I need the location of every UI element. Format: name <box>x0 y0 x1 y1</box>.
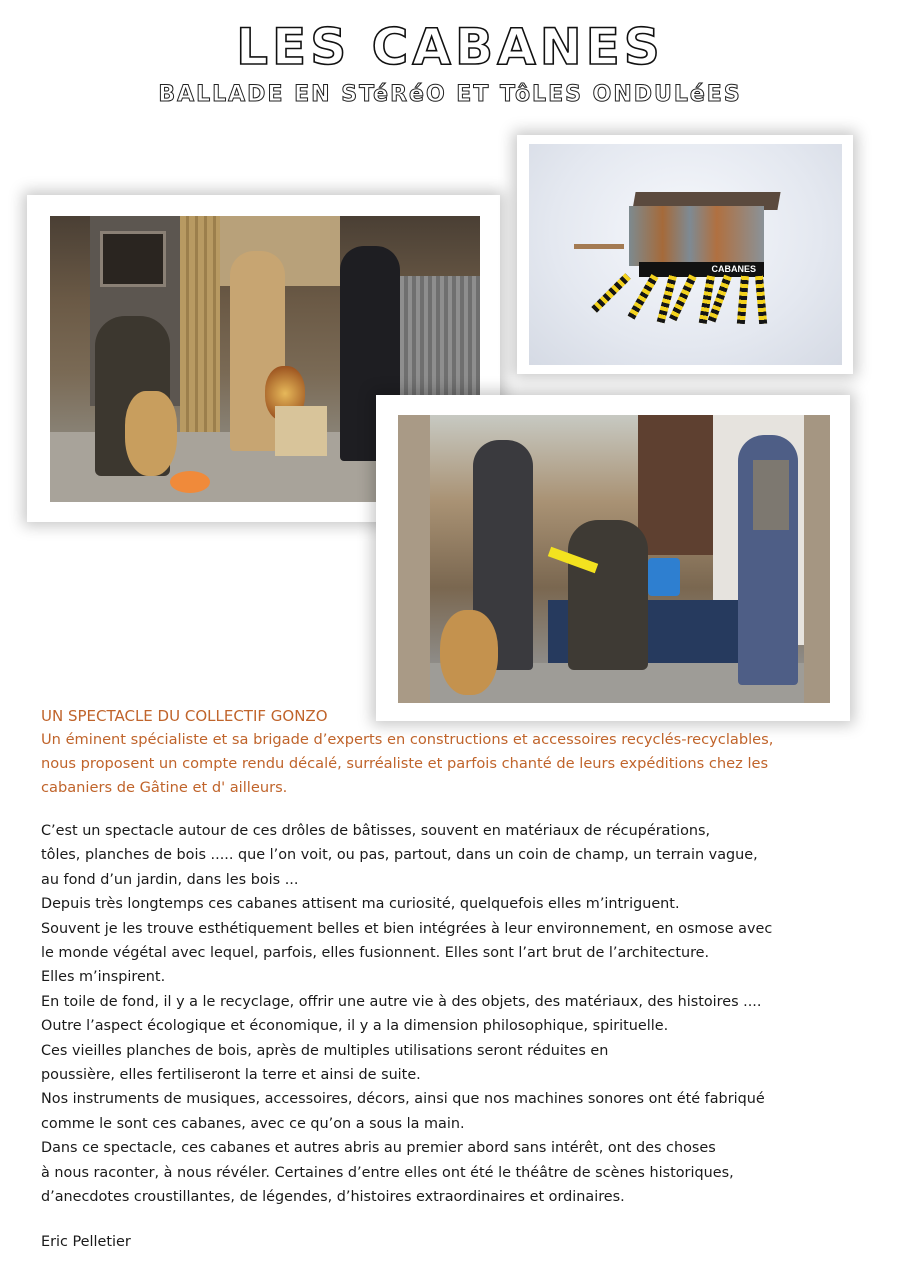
page-subtitle: BALLADE EN STéRéO ET TôLES ONDULéES <box>158 82 742 107</box>
photo-cabin-body <box>629 206 764 266</box>
intro-line: nous proposent un compte rendu décalé, surréaliste et parfois chanté de leurs expéditions chez les <box>41 755 769 772</box>
body-line: tôles, planches de bois ..... que l’on voit, ou pas, partout, dans un coin de champ, un terrain vague, <box>41 847 758 864</box>
photo-detail <box>180 216 220 436</box>
body-line: Souvent je les trouve esthétiquement belles et bien intégrées à leur environnement, en osmose avec <box>41 920 773 937</box>
body-text <box>41 819 891 1210</box>
body-line: le monde végétal avec lequel, parfois, elles fusionnent. Elles sont l’art brut de l’architecture. <box>41 945 710 962</box>
photo-person <box>568 520 648 670</box>
photo-guitar <box>440 610 498 695</box>
body-line: comme le sont ces cabanes, avec ce qu’on a sous la main. <box>41 1115 465 1132</box>
photo-cabin-label: CABANES <box>639 262 764 277</box>
intro-paragraph <box>41 728 891 800</box>
photo-leg <box>737 276 749 325</box>
photo-leg <box>591 273 631 313</box>
body-line: d’anecdotes croustillantes, de légendes, d’histoires extraordinaires et ordinaires. <box>41 1189 625 1206</box>
body-line: à nous raconter, à nous révéler. Certaines d’entre elles ont été le théâtre de scènes historiques, <box>41 1164 734 1181</box>
photo-band-outdoors <box>398 415 830 703</box>
page-title: LES CABANES <box>236 18 664 76</box>
photo-frame-band-outdoors <box>376 395 850 721</box>
photo-watering-can <box>170 471 210 493</box>
intro-line: Un éminent spécialiste et sa brigade d’experts en constructions et accessoires recyclés-recyclables, <box>41 731 774 748</box>
photo-detail <box>753 460 789 530</box>
body-line: poussière, elles fertiliseront la terre et ainsi de suite. <box>41 1067 421 1084</box>
body-line: Nos instruments de musiques, accessoires, décors, ainsi que nos machines sonores ont été fabriqué <box>41 1091 765 1108</box>
body-line: Depuis très longtemps ces cabanes attisent ma curiosité, quelquefois elles m’intriguent. <box>41 896 680 913</box>
intro-line: cabaniers de Gâtine et d' ailleurs. <box>41 779 288 796</box>
body-line: En toile de fond, il y a le recyclage, offrir une autre vie à des objets, des matériaux, des histoires .... <box>41 993 762 1010</box>
photo-detail <box>638 415 713 555</box>
photo-frame-walking-cabin <box>517 135 853 374</box>
body-line: Ces vieilles planches de bois, après de multiples utilisations seront réduites en <box>41 1042 609 1059</box>
photo-guitar <box>125 391 177 476</box>
photo-crank <box>574 244 624 249</box>
photo-post <box>398 415 430 703</box>
photo-leg <box>755 276 767 325</box>
body-line: Elles m’inspirent. <box>41 969 166 986</box>
photo-leg <box>628 274 659 320</box>
photo-post <box>804 415 830 703</box>
signature: Eric Pelletier <box>41 1234 131 1250</box>
photo-detail <box>100 231 166 287</box>
body-line: Dans ce spectacle, ces cabanes et autres abris au premier abord sans intérêt, ont des choses <box>41 1140 716 1157</box>
photo-drum <box>648 558 680 596</box>
body-line: au fond d’un jardin, dans les bois ... <box>41 871 299 888</box>
photo-walking-cabin-render <box>529 144 842 365</box>
photo-amplifier <box>275 406 327 456</box>
section-heading: UN SPECTACLE DU COLLECTIF GONZO <box>41 707 328 725</box>
body-line: C’est un spectacle autour de ces drôles de bâtisses, souvent en matériaux de récupérations, <box>41 823 711 839</box>
body-line: Outre l’aspect écologique et économique, il y a la dimension philosophique, spirituelle. <box>41 1018 669 1035</box>
